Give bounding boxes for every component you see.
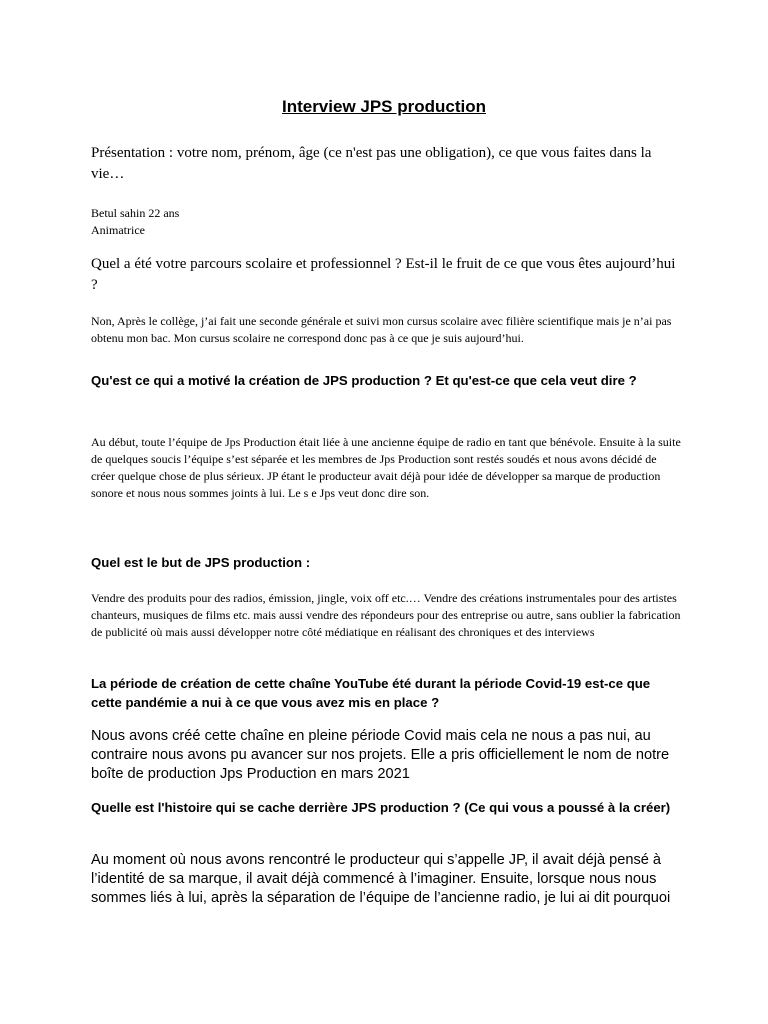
- answer-but: Vendre des produits pour des radios, émission, jingle, voix off etc.… Vendre des créations instrumentales pour des artistes chanteurs, musiques de films etc. mais aussi vendre des répondeurs pour des entreprise ou autre, sans oublier la fabrication de publicité où mais aussi développer notre côté médiatique en réalisant des chroniques et des interviews: [91, 591, 681, 639]
- question-but: Quel est le but de JPS production :: [91, 555, 311, 570]
- question-histoire: Quelle est l'histoire qui se cache derrière JPS production ? (Ce qui vous a poussé à la créer): [91, 800, 671, 815]
- document-title: Interview JPS production: [281, 97, 487, 117]
- answer-motivation: Au début, toute l’équipe de Jps Production était liée à une ancienne équipe de radio en tant que bénévole. Ensuite à la suite de quelques soucis l’équipe s’est séparée et les membres de Jps Production sont restés soudés et nous avons décidé de créer quelque chose de plus sérieux. JP étant le producteur avait déjà pour idée de développer sa marque de production sonore et nous nous sommes joints à lui. Le s e Jps veut donc dire son.: [91, 435, 681, 500]
- presentation-question: Présentation : votre nom, prénom, âge (ce n'est pas une obligation), ce que vous faites dans la vie…: [91, 145, 652, 182]
- answer-covid: Nous avons créé cette chaîne en pleine période Covid mais cela ne nous a pas nui, au contraire nous avons pu avancer sur nos projets. Elle a pris officiellement le nom de notre boîte de production Jps Production en mars 2021: [91, 728, 670, 782]
- identity-name-age: Betul sahin 22 ans: [91, 206, 180, 220]
- answer-histoire: Au moment où nous avons rencontré le producteur qui s’appelle JP, il avait déjà pensé à l’identité de sa marque, il avait déjà commencé à l’imaginer. Ensuite, lorsque nous nous sommes liés à lui, après la séparation de l’équipe de l’ancienne radio, je lui ai dit pourquoi: [91, 852, 671, 906]
- answer-parcours: Non, Après le collège, j’ai fait une seconde générale et suivi mon cursus scolaire avec filière scientifique mais je n’ai pas obtenu mon bac. Mon cursus scolaire ne correspond donc pas à ce que je suis aujourd’hui.: [91, 314, 672, 345]
- question-parcours: Quel a été votre parcours scolaire et professionnel ? Est-il le fruit de ce que vous êtes aujourd’hui ?: [91, 256, 676, 293]
- question-covid: La période de création de cette chaîne YouTube été durant la période Covid-19 est-ce que cette pandémie a nui à ce que vous avez mis en place ?: [91, 676, 651, 710]
- identity-role: Animatrice: [91, 223, 145, 237]
- question-motivation: Qu'est ce qui a motivé la création de JPS production ? Et qu'est-ce que cela veut dire ?: [91, 373, 637, 388]
